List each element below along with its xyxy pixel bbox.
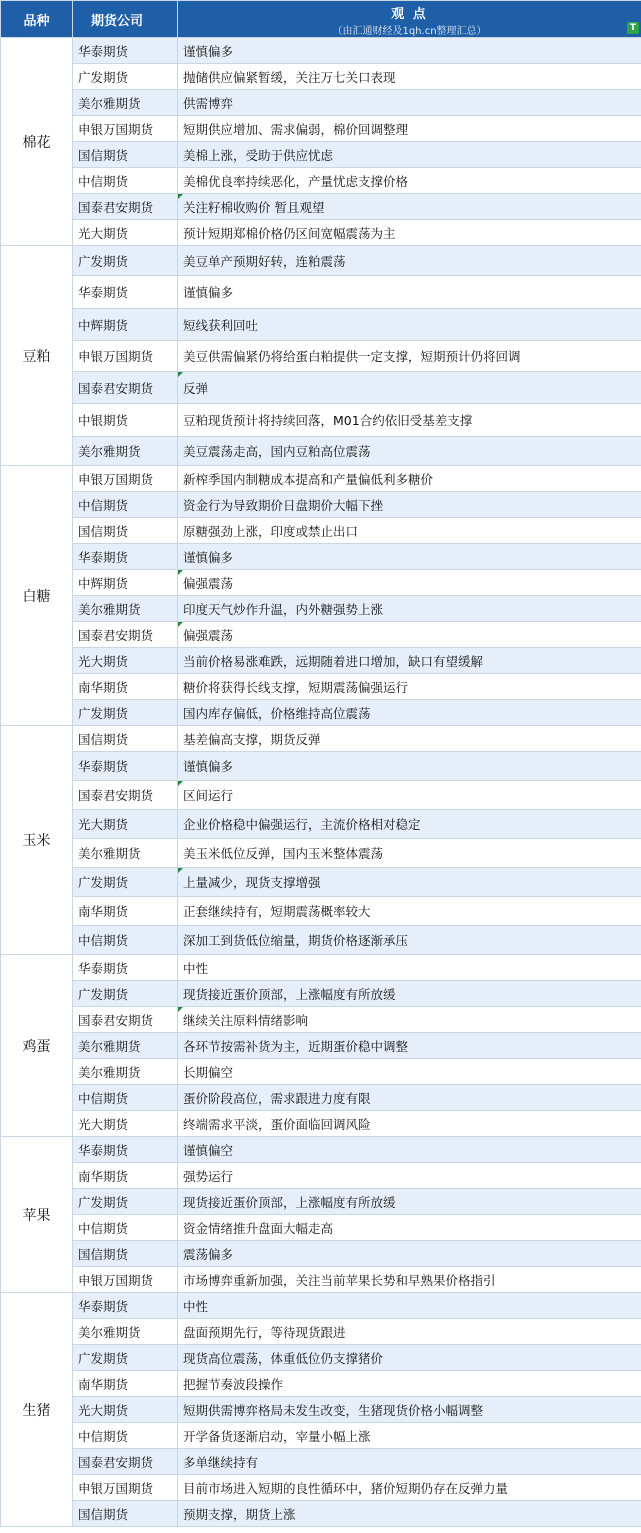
view-cell <box>178 518 641 544</box>
view-text: 豆粕现货预计将持续回落，M01合约依旧受基差支撑 <box>183 413 473 428</box>
company-cell: 国信期货 <box>73 518 178 544</box>
view-cell <box>178 674 641 700</box>
header-company: 期货公司 <box>73 1 178 38</box>
company-cell: 中信期货 <box>73 168 178 194</box>
company-cell: 国泰君安期货 <box>73 194 178 220</box>
view-text: 目前市场进入短期的良性循环中，猪价短期仍存在反弹力量 <box>183 1480 509 1496</box>
table-row <box>1 648 641 674</box>
view-cell <box>178 648 641 674</box>
view-text: 美豆单产预期好转，连粕震荡 <box>183 253 346 269</box>
company-cell: 国泰君安期货 <box>73 1449 178 1475</box>
view-cell <box>178 372 641 404</box>
category-cell: 苹果 <box>1 1137 73 1293</box>
view-text: 反弹 <box>183 380 209 396</box>
table-row <box>1 1293 641 1319</box>
company-cell: 广发期货 <box>73 981 178 1007</box>
table-row <box>1 955 641 981</box>
view-cell <box>178 726 641 752</box>
company-cell: 申银万国期货 <box>73 466 178 492</box>
table-row <box>1 220 641 246</box>
table-row <box>1 437 641 466</box>
table-row <box>1 1189 641 1215</box>
view-text: 美豆震荡走高，国内豆粕高位震荡 <box>183 444 371 459</box>
company-cell: 华泰期货 <box>73 544 178 570</box>
table-row <box>1 897 641 926</box>
table-row <box>1 309 641 341</box>
table-row <box>1 700 641 726</box>
header-category: 品种 <box>1 1 73 38</box>
view-text: 美玉米低位反弹，国内玉米整体震荡 <box>183 846 384 861</box>
view-cell <box>178 1033 641 1059</box>
table-row <box>1 1501 641 1527</box>
company-cell: 华泰期货 <box>73 1293 178 1319</box>
table-row <box>1 1475 641 1501</box>
table-row <box>1 596 641 622</box>
view-cell <box>178 341 641 372</box>
company-cell: 广发期货 <box>73 700 178 726</box>
company-cell: 南华期货 <box>73 897 178 926</box>
view-cell <box>178 1241 641 1267</box>
comment-marker-icon <box>178 868 183 873</box>
view-cell <box>178 90 641 116</box>
table-row <box>1 1033 641 1059</box>
company-cell: 申银万国期货 <box>73 341 178 372</box>
view-text: 继续关注原料情绪影响 <box>183 1012 309 1028</box>
table-row <box>1 1423 641 1449</box>
table-row <box>1 544 641 570</box>
view-text: 资金行为导致期价日盘期价大幅下挫 <box>183 497 384 513</box>
company-cell: 国泰君安期货 <box>73 781 178 810</box>
view-cell <box>178 1449 641 1475</box>
view-text: 中性 <box>183 1298 209 1314</box>
view-text: 现货接近蛋价顶部，上涨幅度有所放缓 <box>183 1194 396 1210</box>
company-cell: 美尔雅期货 <box>73 1319 178 1345</box>
view-text: 蛋价阶段高位，需求跟进力度有限 <box>183 1090 371 1106</box>
view-text: 新榨季国内制糖成本提高和产量偏低利多糖价 <box>183 471 434 487</box>
comment-marker-icon <box>178 570 183 575</box>
category-cell: 豆粕 <box>1 246 73 466</box>
company-cell: 中银期货 <box>73 404 178 437</box>
view-text: 强势运行 <box>183 1168 234 1184</box>
company-cell: 中信期货 <box>73 1215 178 1241</box>
company-cell: 美尔雅期货 <box>73 596 178 622</box>
table-row <box>1 404 641 437</box>
table-row <box>1 1215 641 1241</box>
view-text: 预期支撑，期货上涨 <box>183 1506 296 1522</box>
company-cell: 美尔雅期货 <box>73 1059 178 1085</box>
company-cell: 华泰期货 <box>73 955 178 981</box>
view-text: 供需博弈 <box>183 95 234 111</box>
company-cell: 光大期货 <box>73 648 178 674</box>
company-cell: 中辉期货 <box>73 309 178 341</box>
view-cell <box>178 38 641 64</box>
table-row <box>1 726 641 752</box>
table-row <box>1 341 641 372</box>
table-row <box>1 1137 641 1163</box>
view-text: 上量减少，现货支撑增强 <box>183 875 321 890</box>
view-text: 国内库存偏低，价格维持高位震荡 <box>183 705 371 721</box>
view-text: 谨慎偏空 <box>183 1142 234 1158</box>
company-cell: 光大期货 <box>73 220 178 246</box>
view-text: 各环节按需补货为主，近期蛋价稳中调整 <box>183 1038 409 1054</box>
view-cell <box>178 1397 641 1423</box>
company-cell: 广发期货 <box>73 1189 178 1215</box>
view-cell <box>178 1475 641 1501</box>
comment-marker-icon <box>178 622 183 627</box>
view-cell <box>178 142 641 168</box>
company-cell: 中信期货 <box>73 492 178 518</box>
view-cell <box>178 492 641 518</box>
comment-marker-icon <box>178 194 183 199</box>
table-row <box>1 142 641 168</box>
view-cell <box>178 868 641 897</box>
view-cell <box>178 897 641 926</box>
company-cell: 国泰君安期货 <box>73 372 178 404</box>
company-cell: 美尔雅期货 <box>73 839 178 868</box>
view-text: 美棉优良率持续恶化，产量忧虑支撑价格 <box>183 173 409 189</box>
table-row <box>1 64 641 90</box>
view-text: 美棉上涨，受助于供应忧虑 <box>183 147 334 163</box>
table-row <box>1 168 641 194</box>
company-cell: 华泰期货 <box>73 1137 178 1163</box>
view-text: 糖价将获得长线支撑，短期震荡偏强运行 <box>183 679 409 695</box>
company-cell: 申银万国期货 <box>73 1475 178 1501</box>
view-cell <box>178 622 641 648</box>
table-row <box>1 1319 641 1345</box>
header-view-title: 观 点 <box>391 7 428 22</box>
company-cell: 美尔雅期货 <box>73 437 178 466</box>
category-cell: 玉米 <box>1 726 73 955</box>
table-row <box>1 1267 641 1293</box>
table-row <box>1 1059 641 1085</box>
view-text: 震荡偏多 <box>183 1246 234 1262</box>
view-text: 谨慎偏多 <box>183 759 234 774</box>
table-row <box>1 1449 641 1475</box>
view-text: 短线获利回吐 <box>183 317 259 333</box>
company-cell: 华泰期货 <box>73 38 178 64</box>
view-cell <box>178 1189 641 1215</box>
table-row <box>1 674 641 700</box>
company-cell: 国泰君安期货 <box>73 1007 178 1033</box>
view-cell <box>178 1085 641 1111</box>
table-row <box>1 752 641 781</box>
company-cell: 广发期货 <box>73 1345 178 1371</box>
view-text: 当前价格易涨难跌，远期随着进口增加，缺口有望缓解 <box>183 653 484 669</box>
table-row <box>1 90 641 116</box>
view-cell <box>178 570 641 596</box>
comment-marker-icon <box>178 372 183 377</box>
view-text: 关注籽棉收购价 暂且观望 <box>183 199 325 215</box>
company-cell: 中信期货 <box>73 1423 178 1449</box>
view-cell <box>178 752 641 781</box>
company-cell: 南华期货 <box>73 1163 178 1189</box>
view-text: 中性 <box>183 960 209 976</box>
view-text: 抛储供应偏紧暂缓，关注万七关口表现 <box>183 69 396 85</box>
view-text: 多单继续持有 <box>183 1454 259 1470</box>
view-text: 现货接近蛋价顶部，上涨幅度有所放缓 <box>183 986 396 1002</box>
view-text: 资金情绪推升盘面大幅走高 <box>183 1220 334 1236</box>
view-cell <box>178 168 641 194</box>
view-cell <box>178 1215 641 1241</box>
table-row <box>1 1007 641 1033</box>
table-body <box>1 38 641 1527</box>
filter-icon[interactable]: T <box>627 22 639 34</box>
comment-marker-icon <box>178 781 183 786</box>
view-cell <box>178 1293 641 1319</box>
view-cell <box>178 1371 641 1397</box>
table-row <box>1 518 641 544</box>
view-text: 谨慎偏多 <box>183 285 234 300</box>
view-text: 谨慎偏多 <box>183 43 234 59</box>
view-cell <box>178 64 641 90</box>
view-cell <box>178 404 641 437</box>
view-cell <box>178 1501 641 1527</box>
company-cell: 国信期货 <box>73 1501 178 1527</box>
table-row <box>1 926 641 955</box>
view-cell <box>178 1345 641 1371</box>
table-row <box>1 372 641 404</box>
company-cell: 国泰君安期货 <box>73 622 178 648</box>
view-cell <box>178 810 641 839</box>
view-text: 盘面预期先行，等待现货跟进 <box>183 1324 346 1340</box>
view-cell <box>178 276 641 309</box>
header-row <box>1 1 641 38</box>
view-text: 区间运行 <box>183 788 234 803</box>
category-cell: 白糖 <box>1 466 73 726</box>
company-cell: 中信期货 <box>73 926 178 955</box>
view-cell <box>178 596 641 622</box>
table-row <box>1 1241 641 1267</box>
company-cell: 美尔雅期货 <box>73 90 178 116</box>
table-row <box>1 839 641 868</box>
company-cell: 中信期货 <box>73 1085 178 1111</box>
table-row <box>1 246 641 276</box>
view-cell <box>178 466 641 492</box>
company-cell: 光大期货 <box>73 1397 178 1423</box>
company-cell: 广发期货 <box>73 868 178 897</box>
view-text: 谨慎偏多 <box>183 549 234 565</box>
view-text: 印度天气炒作升温，内外糖强势上涨 <box>183 601 384 617</box>
table-row <box>1 868 641 897</box>
view-cell <box>178 1267 641 1293</box>
view-cell <box>178 700 641 726</box>
view-cell <box>178 839 641 868</box>
table-row <box>1 810 641 839</box>
company-cell: 中辉期货 <box>73 570 178 596</box>
company-cell: 广发期货 <box>73 64 178 90</box>
comment-marker-icon <box>178 1007 183 1012</box>
company-cell: 广发期货 <box>73 246 178 276</box>
view-text: 偏强震荡 <box>183 575 234 591</box>
view-cell <box>178 926 641 955</box>
view-text: 企业价格稳中偏强运行，主流价格相对稳定 <box>183 817 421 832</box>
view-cell <box>178 781 641 810</box>
table-row <box>1 981 641 1007</box>
view-cell <box>178 1059 641 1085</box>
view-text: 原糖强劲上涨，印度或禁止出口 <box>183 523 359 539</box>
view-cell <box>178 116 641 142</box>
view-cell <box>178 955 641 981</box>
view-text: 长期偏空 <box>183 1064 234 1080</box>
table-row <box>1 1163 641 1189</box>
company-cell: 申银万国期货 <box>73 116 178 142</box>
view-cell <box>178 1423 641 1449</box>
table-row <box>1 276 641 309</box>
table-row <box>1 570 641 596</box>
company-cell: 光大期货 <box>73 810 178 839</box>
view-text: 短期供应增加、需求偏弱，棉价回调整理 <box>183 121 409 137</box>
table-row <box>1 1371 641 1397</box>
view-cell <box>178 981 641 1007</box>
view-text: 预计短期郑棉价格仍区间宽幅震荡为主 <box>183 225 396 241</box>
header-view-subtitle: （由汇通财经及1qh.cn整理汇总） <box>332 26 487 37</box>
view-text: 美豆供需偏紧仍将给蛋白粕提供一定支撑，短期预计仍将回调 <box>183 349 521 364</box>
view-cell <box>178 220 641 246</box>
view-cell <box>178 1111 641 1137</box>
view-cell <box>178 1163 641 1189</box>
company-cell: 美尔雅期货 <box>73 1033 178 1059</box>
view-cell <box>178 544 641 570</box>
company-cell: 国信期货 <box>73 142 178 168</box>
view-cell <box>178 194 641 220</box>
table-row <box>1 492 641 518</box>
category-cell: 棉花 <box>1 38 73 246</box>
category-cell: 生猪 <box>1 1293 73 1527</box>
view-text: 正套继续持有，短期震荡概率较大 <box>183 904 371 919</box>
table-row <box>1 194 641 220</box>
table-row <box>1 116 641 142</box>
company-cell: 华泰期货 <box>73 276 178 309</box>
table-row <box>1 38 641 64</box>
view-text: 开学备货逐渐启动，宰量小幅上涨 <box>183 1428 371 1444</box>
view-cell <box>178 437 641 466</box>
table-row <box>1 781 641 810</box>
company-cell: 华泰期货 <box>73 752 178 781</box>
view-text: 深加工到货低位缩量，期货价格逐渐承压 <box>183 933 409 948</box>
view-cell <box>178 309 641 341</box>
category-cell: 鸡蛋 <box>1 955 73 1137</box>
view-text: 终端需求平淡，蛋价面临回调风险 <box>183 1116 371 1132</box>
table-row <box>1 1111 641 1137</box>
view-cell <box>178 1137 641 1163</box>
company-cell: 南华期货 <box>73 674 178 700</box>
table-row <box>1 1397 641 1423</box>
company-cell: 南华期货 <box>73 1371 178 1397</box>
view-text: 基差偏高支撑，期货反弹 <box>183 731 321 747</box>
table-row <box>1 1345 641 1371</box>
view-cell <box>178 246 641 276</box>
company-cell: 国信期货 <box>73 1241 178 1267</box>
header-view <box>178 1 641 38</box>
company-cell: 国信期货 <box>73 726 178 752</box>
view-text: 市场博弈重新加强，关注当前苹果长势和早熟果价格指引 <box>183 1272 496 1288</box>
view-cell <box>178 1319 641 1345</box>
view-cell <box>178 1007 641 1033</box>
view-text: 短期供需博弈格局未发生改变，生猪现货价格小幅调整 <box>183 1402 484 1418</box>
company-cell: 光大期货 <box>73 1111 178 1137</box>
company-cell: 申银万国期货 <box>73 1267 178 1293</box>
view-text: 现货高位震荡，体重低位仍支撑猪价 <box>183 1350 384 1366</box>
view-text: 偏强震荡 <box>183 627 234 643</box>
table-row <box>1 1085 641 1111</box>
table-row <box>1 466 641 492</box>
view-text: 把握节奏波段操作 <box>183 1376 284 1392</box>
table-row <box>1 622 641 648</box>
